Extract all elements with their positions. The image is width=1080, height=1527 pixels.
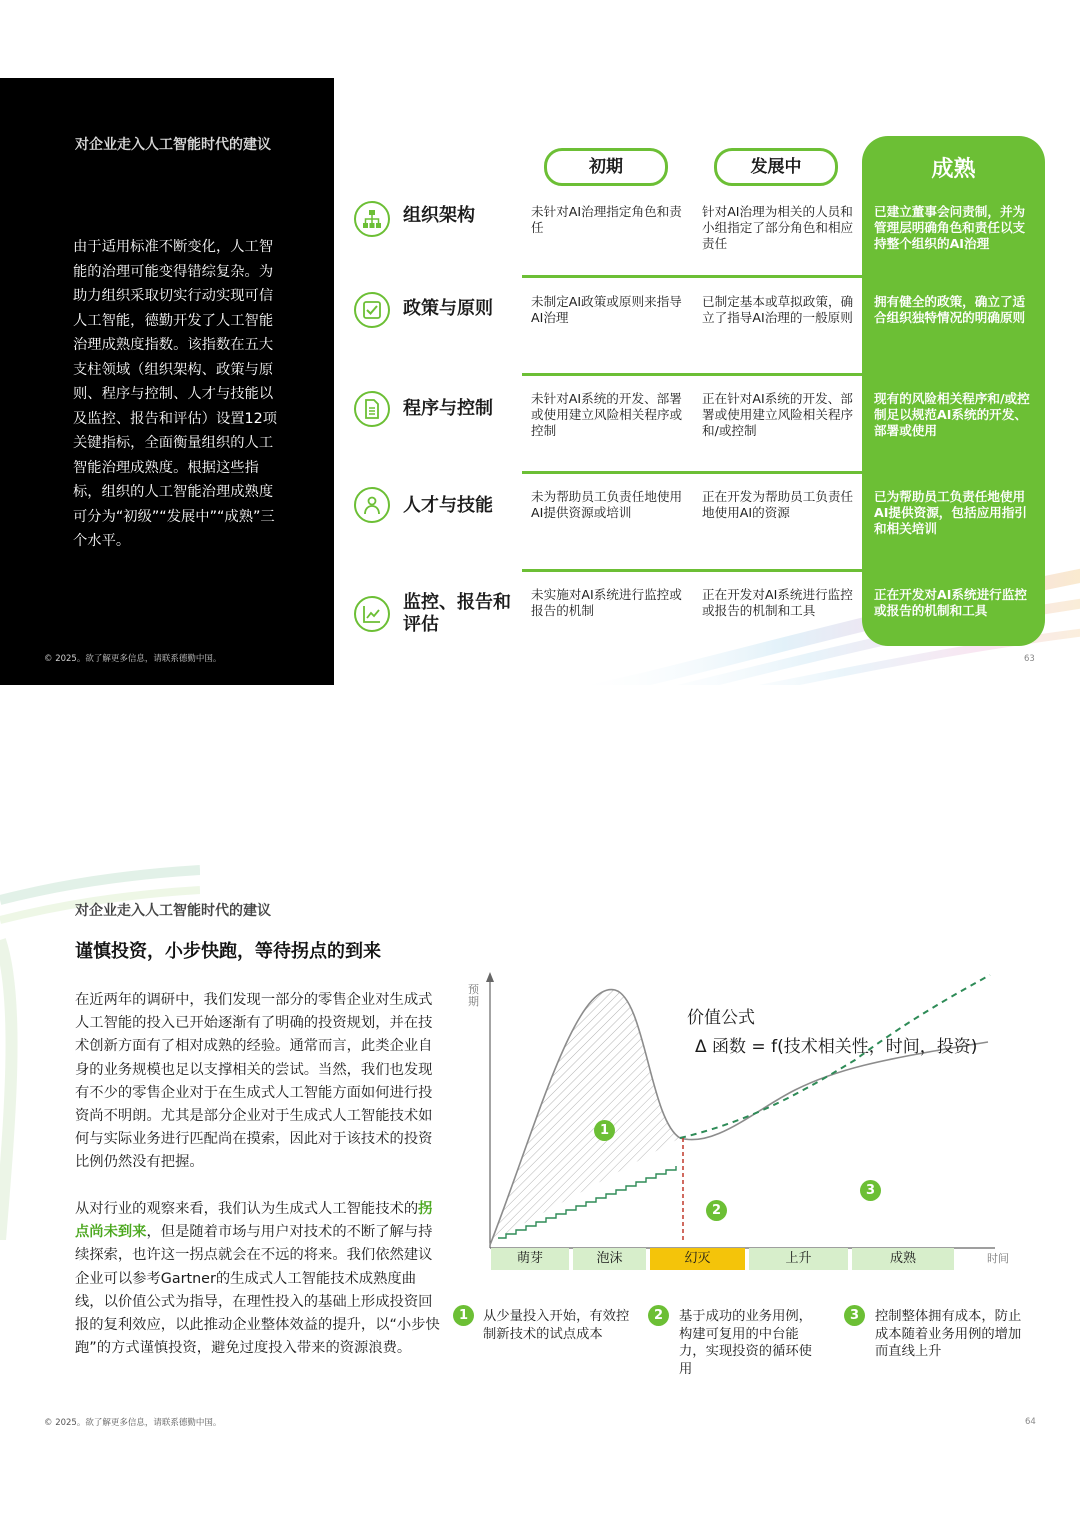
phase-rise: 上升 <box>749 1248 848 1270</box>
document-icon <box>354 391 390 427</box>
cell-developing: 已制定基本或草拟政策，确立了指导AI治理的一般原则 <box>702 294 854 326</box>
phase-mature: 成熟 <box>852 1248 954 1270</box>
para-text: ，但是随着市场与用户对技术的不断了解与持续探索，也许这一拐点就会在不远的将来。我们依然建议企业可以参考Gartner的生成式人工智能技术成熟度曲线，以价值公式为指导，在理性投入的基础上形成投资回报的复利效应，以此推动企业整体效益的提升，以“小步快跑”的方式谨慎投资，避免过度投入带来的资源浪费。 <box>75 1224 440 1357</box>
legend-text-3: 控制整体拥有成本，防止成本随着业务用例的增加而直线上升 <box>875 1309 1022 1359</box>
chart-marker-1: 1 <box>594 1120 615 1141</box>
person-icon <box>354 487 390 523</box>
cell-developing: 正在开发对AI系统进行监控或报告的机制和工具 <box>702 587 853 619</box>
cell-developing: 正在开发为帮助员工负责任地使用AI的资源 <box>702 489 854 521</box>
formula-text: Δ 函数 = f(技术相关性，时间，投资) <box>695 1037 978 1057</box>
checklist-icon <box>354 292 390 328</box>
breadcrumb: 对企业走入人工智能时代的建议 <box>75 903 271 919</box>
row-divider <box>522 471 1037 474</box>
cell-mature: 正在开发对AI系统进行监控或报告的机制和工具 <box>874 587 1027 619</box>
x-axis-label: 时间 <box>987 1252 1009 1265</box>
cell-mature: 已建立董事会问责制，并为管理层明确角色和责任以支持整个组织的AI治理 <box>874 204 1026 252</box>
chart-marker-2: 2 <box>706 1200 727 1221</box>
row-title-monitoring: 监控、报告和评估 <box>403 592 511 635</box>
formula-title: 价值公式 <box>687 1008 755 1028</box>
page-number: 64 <box>1025 1417 1036 1427</box>
legend-text-2: 基于成功的业务用例，构建可复用的中台能力，实现投资的循环使用 <box>679 1309 812 1377</box>
stage-mature-label: 成熟 <box>931 157 976 182</box>
y-axis-arrow <box>486 972 494 982</box>
para-text: 从对行业的观察来看，我们认为生成式人工智能技术的 <box>75 1201 419 1217</box>
legend-marker-2: 2 <box>648 1305 669 1326</box>
decorative-swirl <box>0 920 60 1240</box>
phase-sprout: 萌芽 <box>491 1248 569 1270</box>
cell-mature: 现有的风险相关程序和/或控制足以规范AI系统的开发、部署或使用 <box>874 391 1030 439</box>
y-axis-label: 预期 <box>468 983 479 1008</box>
legend-marker-3: 3 <box>844 1305 865 1326</box>
row-title-policy: 政策与原则 <box>403 298 493 319</box>
page-number: 63 <box>1024 654 1035 664</box>
footer: © 2025。欲了解更多信息，请联系德勤中国。 <box>44 654 222 664</box>
row-title-talent: 人才与技能 <box>403 495 493 516</box>
section-heading: 谨慎投资，小步快跑，等待拐点的到来 <box>75 941 381 962</box>
cell-initial: 未针对AI系统的开发、部署或使用建立风险相关程序或控制 <box>531 391 683 439</box>
body-paragraph <box>75 1198 443 1360</box>
phase-bubble: 泡沫 <box>573 1248 646 1270</box>
org-chart-icon <box>354 201 390 237</box>
body-paragraph: 在近两年的调研中，我们发现一部分的零售企业对生成式人工智能的投入已开始逐渐有了明确的投资规划，并在技术创新方面有了相对成熟的经验。通常而言，此类企业自身的业务规模也足以支撑相关的尝试。当然，我们也发现有不少的零售企业对于在生成式人工智能方面如何进行投资尚不明朗。尤其是部分企业对于生成式人工智能技术如何与实际业务进行匹配尚在摸索，因此对于该技术的投资比例仍然没有把握。 <box>75 992 433 1171</box>
intro-text: 由于适用标准不断变化，人工智能的治理可能变得错综复杂。为助力组织采取切实行动实现可信人工智能，德勤开发了人工智能治理成熟度指数。该指数在五大支柱领域（组织架构、政策与原则、程序与控制、人才与技能以及监控、报告和评估）设置12项关键指标，全面衡量组织的人工智能治理成熟度。根据这些指标，组织的人工智能治理成熟度可分为“初级”“发展中”“成熟”三个水平。 <box>73 239 278 549</box>
cell-mature: 拥有健全的政策，确立了适合组织独特情况的明确原则 <box>874 294 1026 326</box>
page-63 <box>0 78 1080 685</box>
cell-initial: 未为帮助员工负责任地使用AI提供资源或培训 <box>531 489 683 521</box>
cell-initial: 未针对AI治理指定角色和责任 <box>531 204 682 236</box>
stage-developing-pill: 发展中 <box>714 148 838 186</box>
cell-developing: 针对AI治理为相关的人员和小组指定了部分角色和相应责任 <box>702 204 854 252</box>
intro-panel <box>0 78 334 685</box>
row-title-procedure: 程序与控制 <box>403 398 493 419</box>
page-64 <box>0 860 1080 1440</box>
stage-initial-pill: 初期 <box>544 148 668 186</box>
phase-disillusion: 幻灭 <box>650 1248 745 1270</box>
line-chart-icon <box>354 596 390 632</box>
legend-text-1: 从少量投入开始，有效控制新技术的试点成本 <box>483 1309 630 1342</box>
cell-initial: 未制定AI政策或原则来指导AI治理 <box>531 294 682 326</box>
footer: © 2025。欲了解更多信息，请联系德勤中国。 <box>44 1418 222 1428</box>
row-title-org: 组织架构 <box>403 205 475 226</box>
breadcrumb: 对企业走入人工智能时代的建议 <box>75 137 271 153</box>
row-divider <box>522 569 1037 572</box>
cell-initial: 未实施对AI系统进行监控或报告的机制 <box>531 587 682 619</box>
highlight-text: 拐点尚未到来 <box>75 1201 433 1241</box>
cell-mature: 已为帮助员工负责任地使用AI提供资源，包括应用指引和相关培训 <box>874 489 1027 537</box>
legend-marker-1: 1 <box>453 1305 474 1326</box>
row-divider <box>522 275 1037 278</box>
cell-developing: 正在针对AI系统的开发、部署或使用建立风险相关程序和/或控制 <box>702 391 854 439</box>
row-divider <box>522 373 1037 376</box>
chart-marker-3: 3 <box>860 1180 881 1201</box>
